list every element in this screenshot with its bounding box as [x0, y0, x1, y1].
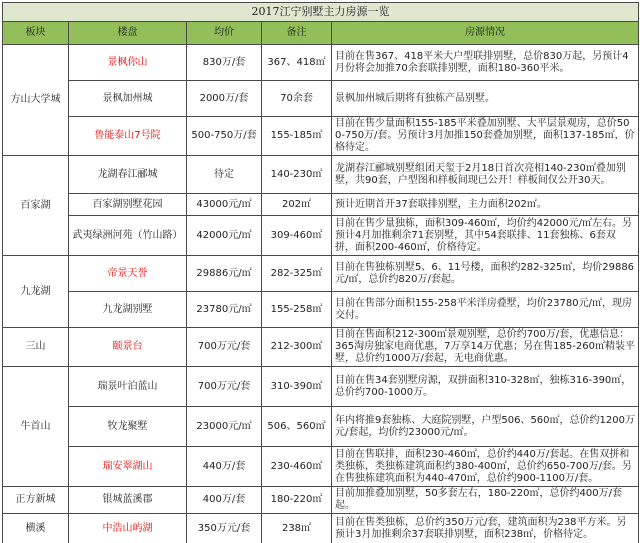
price-cell: 43000元/㎡: [187, 194, 262, 216]
note-cell: 230-460㎡: [262, 447, 332, 487]
note-cell: 309-460㎡: [262, 216, 332, 256]
note-cell: 70余套: [262, 81, 332, 117]
district-cell: 方山大学城: [3, 45, 69, 156]
details-cell: 目前在售面积212-300㎡景观别墅，总价约700万/套，优惠信息：365淘房独家电商优惠，7万享14万优惠；另在售185-260㎡精装平墅，总价约1000万/套起，无电商优惠。: [332, 328, 639, 367]
details-cell: 目前在售类独栋，总价约350万元/套，建筑面积为238平方米。另预计3月加推剩余37套联排别墅，面积238㎡，价格待定。: [332, 514, 639, 543]
note-cell: 202㎡: [262, 194, 332, 216]
project-name: 银城蓝溪郡: [69, 487, 187, 514]
table-row: [3, 447, 639, 487]
price-cell: 23780元/㎡: [187, 292, 262, 328]
district-cell: 三山: [3, 328, 69, 367]
price-cell: 440万/套: [187, 447, 262, 487]
note-cell: 180-220㎡: [262, 487, 332, 514]
project-name: 景枫加州城: [69, 81, 187, 117]
price-cell: 700万元/套: [187, 328, 262, 367]
title-row: [3, 3, 639, 22]
district-cell: 牛首山: [3, 367, 69, 487]
note-cell: 506、560㎡: [262, 407, 332, 447]
details-cell: 目前在售联排，面积230-460㎡，总价约440万/套起。在售双拼和类独栋，类独栋建筑面积约380-400㎡，总价约650-700万/套。另在售独栋建筑面积为440-470㎡，总价约900-1100万/套。: [332, 447, 639, 487]
column-header-project: 楼盘: [69, 22, 187, 45]
project-name: 百家湖别墅花园: [69, 194, 187, 216]
column-header-district: 板块: [3, 22, 69, 45]
note-cell: 155-258㎡: [262, 292, 332, 328]
note-cell: 282-325㎡: [262, 256, 332, 292]
project-name: 帝景天誉: [69, 256, 187, 292]
project-name: 中浩山屿湖: [69, 514, 187, 543]
note-cell: 310-390㎡: [262, 367, 332, 407]
price-cell: 2000万/套: [187, 81, 262, 117]
table-row: [3, 407, 639, 447]
project-name: 颐景台: [69, 328, 187, 367]
details-cell: 目前在售部分面积155-258平米洋房叠墅，均价23780元/㎡，现房交付。: [332, 292, 639, 328]
table-row: [3, 216, 639, 256]
project-name: 武夷绿洲河苑（竹山路）: [69, 216, 187, 256]
details-cell: 目前在售少量独栋，面积309-460㎡，均价约42000元/㎡左右。另预计4月加推剩余71套别墅，其中54套联排、11套独栋、6套双拼，面积200-460㎡，价格待定。: [332, 216, 639, 256]
table-row: [3, 487, 639, 514]
table-row: [3, 194, 639, 216]
price-cell: 29886元/㎡: [187, 256, 262, 292]
price-cell: 700万元/套: [187, 367, 262, 407]
project-name: 牧龙聚墅: [69, 407, 187, 447]
details-cell: 预计近期首开37套联排别墅，主力面积202㎡。: [332, 194, 639, 216]
price-cell: 830万/套: [187, 45, 262, 81]
column-header-details: 房源情况: [332, 22, 639, 45]
details-cell: 年内将推9套独栋、大庭院别墅，户型506、560㎡，总价约1200万元/套起，均价约23000元/㎡。: [332, 407, 639, 447]
table-row: [3, 156, 639, 194]
note-cell: 367、418㎡: [262, 45, 332, 81]
price-cell: 42000元/㎡: [187, 216, 262, 256]
price-cell: 500-750万/套: [187, 117, 262, 156]
table-row: [3, 117, 639, 156]
price-cell: 400万/套: [187, 487, 262, 514]
district-cell: 横溪: [3, 514, 69, 543]
project-name: 九龙湖别墅: [69, 292, 187, 328]
table-row: [3, 256, 639, 292]
table-title: 2017江宁别墅主力房源一览: [3, 3, 639, 22]
district-cell: 百家湖: [3, 156, 69, 256]
details-cell: 目前在售34套别墅房源，双拼面积310-328㎡，独栋316-390㎡，总价约700-1000万。: [332, 367, 639, 407]
price-cell: 350万元/套: [187, 514, 262, 543]
details-cell: 龙湖春江郦城别墅组团天玺于2月18日首次亮相140-230㎡叠加别墅，共90套，户型图和样板间现已公开！样板间仅公开30天。: [332, 156, 639, 194]
details-cell: 景枫加州城后期将有独栋产品别墅。: [332, 81, 639, 117]
note-cell: 140-230㎡: [262, 156, 332, 194]
details-cell: 目前在售少量面积155-185平米叠加别墅、大平层景观房，总价500-750万/套。另预计3月加推150套叠加别墅，面积137-185㎡，价格待定。: [332, 117, 639, 156]
price-cell: 23000元/㎡: [187, 407, 262, 447]
project-name: 瑞景叶泊蓝山: [69, 367, 187, 407]
details-cell: 目前加推叠加别墅，50多套左右，180-220㎡，总价约400万/套起。: [332, 487, 639, 514]
table-row: [3, 81, 639, 117]
table-row: [3, 328, 639, 367]
project-name: 瑞安翠湖山: [69, 447, 187, 487]
column-header-note: 备注: [262, 22, 332, 45]
price-cell: 待定: [187, 156, 262, 194]
note-cell: 238㎡: [262, 514, 332, 543]
note-cell: 155-185㎡: [262, 117, 332, 156]
table-row: [3, 292, 639, 328]
table-row: [3, 45, 639, 81]
district-cell: 九龙湖: [3, 256, 69, 328]
district-cell: 正方新城: [3, 487, 69, 514]
table-row: [3, 367, 639, 407]
details-cell: 目前在售独栋别墅5、6、11号楼，面积约282-325㎡，均价29886元/㎡，总价约820万/套起。: [332, 256, 639, 292]
note-cell: 212-300㎡: [262, 328, 332, 367]
table-row: [3, 514, 639, 543]
column-header-price: 均价: [187, 22, 262, 45]
header-row: [3, 22, 639, 45]
project-name: 景枫你山: [69, 45, 187, 81]
project-name: 龙湖春江郦城: [69, 156, 187, 194]
project-name: 鲁能泰山7号院: [69, 117, 187, 156]
villa-listing-table: [2, 2, 639, 543]
details-cell: 目前在售367、418平米大户型联排别墅，总价830万起，另预计4月份将会加推70余套联排别墅，面积180-360平米。: [332, 45, 639, 81]
